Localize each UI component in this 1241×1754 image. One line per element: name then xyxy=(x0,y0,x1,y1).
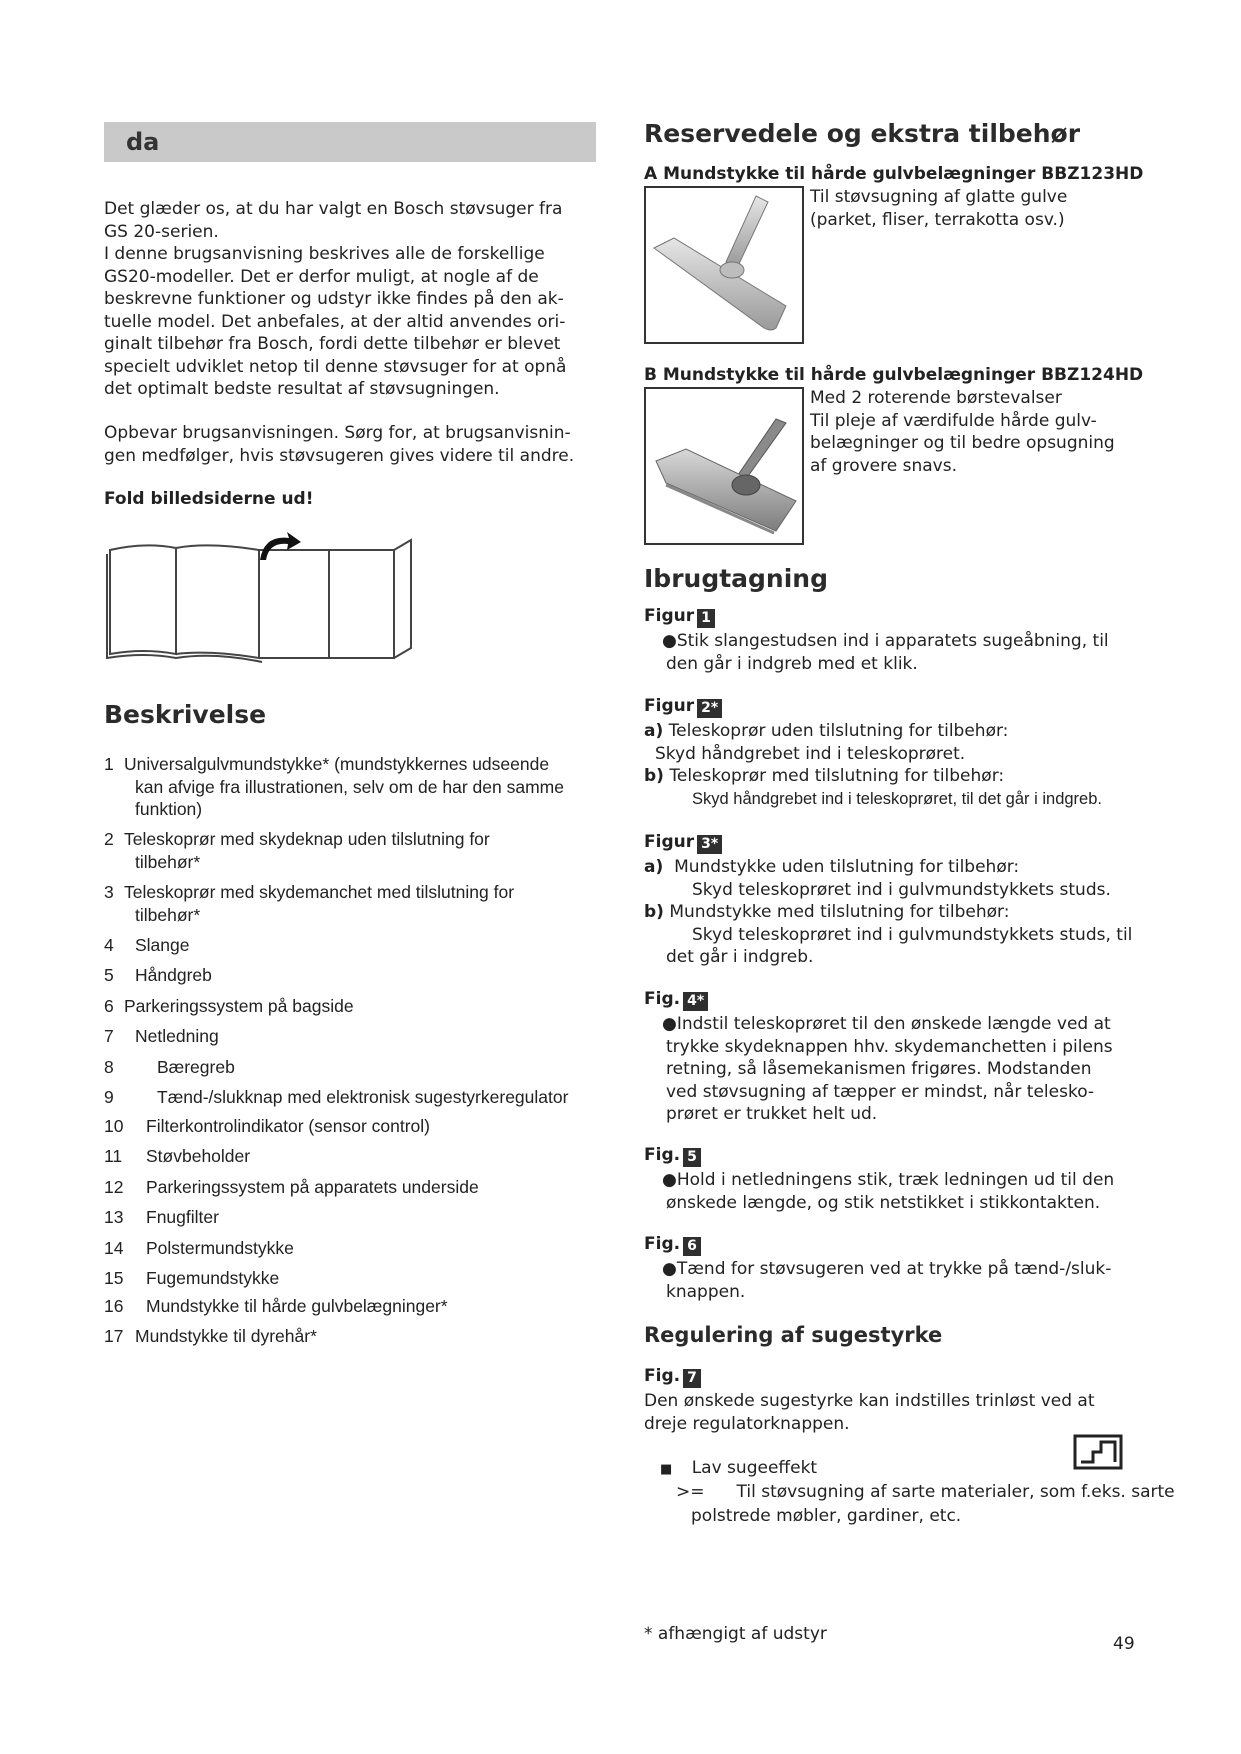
fold-out-notice: Fold billedsiderne ud! xyxy=(104,489,314,509)
parts-list: 1 Universalgulvmundstykke* (mundstykkernes udseende kan afvige fra illustrationen, selv om de har den samme funktion) 2 Teleskoprør med skydeknap uden tilslutning for tilbehør* 3 Teleskoprør med skydemanchet med tilslutning for tilbehør* 4 Slange 5 Håndgreb 6 Parkeringssystem på bagside 7 Netledning 8 Bæregreb 9 Tænd-/slukknap med elektronisk sugestyrkeregulator 10 Filterkontrolindikator (sensor control) 11 Støvbeholder 12 Parkeringssystem på apparatets underside 13 Fnugfilter 14 Polstermundstykke 15 Fugemundstykke 16 Mundstykke til hårde gulvbelægninger* 17 Mundstykke til dyrehår* xyxy=(104,754,569,1346)
figure-7-text: Den ønskede sugestyrke kan indstilles trinløst ved at dreje regulatorknappen. xyxy=(644,1391,1095,1434)
low-suction-symbol-icon xyxy=(1073,1434,1123,1470)
language-code: da xyxy=(126,128,160,156)
page-number: 49 xyxy=(1113,1634,1135,1654)
keep-line: gen medfølger, hvis støvsugeren gives videre til andre. xyxy=(104,445,575,466)
suction-regulation-heading: Regulering af sugestyrke xyxy=(644,1323,943,1347)
bullet-icon: ● xyxy=(662,1170,677,1190)
figure-number-badge: 6 xyxy=(683,1237,701,1256)
rotating-brush-nozzle-illustration xyxy=(646,389,802,543)
accessory-a-heading: A Mundstykke til hårde gulvbelægninger BBZ123HD xyxy=(644,164,1144,184)
figure-number-badge: 4* xyxy=(683,992,708,1011)
figure-6-text: ●Tænd for støvsugeren ved at trykke på tænd-/sluk- knappen. xyxy=(662,1259,1112,1302)
accessory-a-image xyxy=(644,186,804,344)
turn-page-arrow-icon xyxy=(260,532,301,560)
figure-1-text: ●Stik slangestudsen ind i apparatets sugeåbning, til den går i indgreb med et klik. xyxy=(662,631,1109,674)
figure-3-text: a) Mundstykke uden tilslutning for tilbehør: Skyd teleskoprøret ind i gulvmundstykkets studs. b) Mundstykke med tilslutning for tilbehør: Skyd teleskoprøret ind i gulvmundstykkets studs, til det går i indgreb. xyxy=(644,857,1133,967)
description-heading: Beskrivelse xyxy=(104,700,267,729)
footnote: * afhængigt af udstyr xyxy=(644,1624,827,1644)
intro-line: Det glæder os, at du har valgt en Bosch støvsuger fra xyxy=(104,199,563,219)
spare-parts-heading: Reservedele og ekstra tilbehør xyxy=(644,119,1081,148)
figure-6-label: Fig. 6 xyxy=(644,1234,701,1256)
intro-paragraph xyxy=(104,198,604,401)
intro-line: specielt udviklet netop til denne støvsuger for at opnå xyxy=(104,356,567,377)
figure-number-badge: 1 xyxy=(697,609,715,628)
figure-number-badge: 2* xyxy=(697,699,722,718)
figure-4-label: Fig. 4* xyxy=(644,989,708,1011)
language-bar xyxy=(104,122,596,162)
intro-line: ginalt tilbehør fra Bosch, fordi dette tilbehør er blevet xyxy=(104,334,561,354)
bullet-icon: ● xyxy=(662,1014,677,1034)
figure-1-label: Figur 1 xyxy=(644,606,715,628)
intro-line: I denne brugsanvisning beskrives alle de forskellige xyxy=(104,244,545,264)
figure-5-label: Fig. 5 xyxy=(644,1145,701,1167)
accessory-b-description: Med 2 roterende børstevalser Til pleje af værdifulde hårde gulv- belægninger og til bedre opsugning af grovere snavs. xyxy=(810,388,1115,476)
figure-7-label: Fig. 7 xyxy=(644,1366,701,1388)
figure-5-text: ●Hold i netledningens stik, træk ledningen ud til den ønskede længde, og stik netstikket i stikkontakten. xyxy=(662,1170,1115,1213)
figure-number-badge: 5 xyxy=(683,1148,701,1167)
square-bullet-icon: ■ xyxy=(660,1462,673,1477)
low-suction-description: >= Til støvsugning af sarte materialer, som f.eks. sarte polstrede møbler, gardiner, etc. xyxy=(676,1482,1175,1526)
keep-line: Opbevar brugsanvisningen. Sørg for, at brugsanvisnin- xyxy=(104,423,571,443)
intro-line: GS20-modeller. Det er derfor muligt, at nogle af de xyxy=(104,266,539,287)
figure-4-text: ●Indstil teleskoprøret til den ønskede længde ved at trykke skydeknappen hhv. skydemanchetten i pilens retning, så låsemekanismen frigøres. Modstanden ved støvsugning af tæpper er mindst, når telesko- prøret er trukket helt ud. xyxy=(662,1014,1113,1124)
hard-floor-nozzle-illustration xyxy=(646,188,802,342)
intro-line: tuelle model. Det anbefales, at der altid anvendes ori- xyxy=(104,311,566,332)
figure-3-label: Figur 3* xyxy=(644,832,722,854)
figure-number-badge: 3* xyxy=(697,835,722,854)
accessory-b-heading: B Mundstykke til hårde gulvbelægninger BBZ124HD xyxy=(644,365,1144,385)
figure-number-badge: 7 xyxy=(683,1369,701,1388)
intro-line: beskrevne funktioner og udstyr ikke findes på den ak- xyxy=(104,289,564,309)
low-suction-item: ■ Lav sugeeffekt xyxy=(660,1458,818,1478)
bullet-icon: ● xyxy=(662,631,677,651)
arrow-icon: >= xyxy=(676,1482,705,1502)
intro-line: det optimalt bedste resultat af støvsugningen. xyxy=(104,379,500,399)
keep-manual-paragraph xyxy=(104,422,604,467)
fold-out-pages-illustration xyxy=(104,530,424,665)
accessory-b-image xyxy=(644,387,804,545)
intro-line: GS 20-serien. xyxy=(104,221,219,242)
accessory-a-description: Til støvsugning af glatte gulve (parket, fliser, terrakotta osv.) xyxy=(810,187,1068,230)
bullet-icon: ● xyxy=(662,1259,677,1279)
figure-2-label: Figur 2* xyxy=(644,696,722,718)
getting-started-heading: Ibrugtagning xyxy=(644,564,828,593)
figure-2-text: a) Teleskoprør uden tilslutning for tilbehør: Skyd håndgrebet ind i teleskoprøret. b) Teleskoprør med tilslutning for tilbehør: Skyd håndgrebet ind i teleskoprøret, til det går i indgreb. xyxy=(644,721,1102,808)
